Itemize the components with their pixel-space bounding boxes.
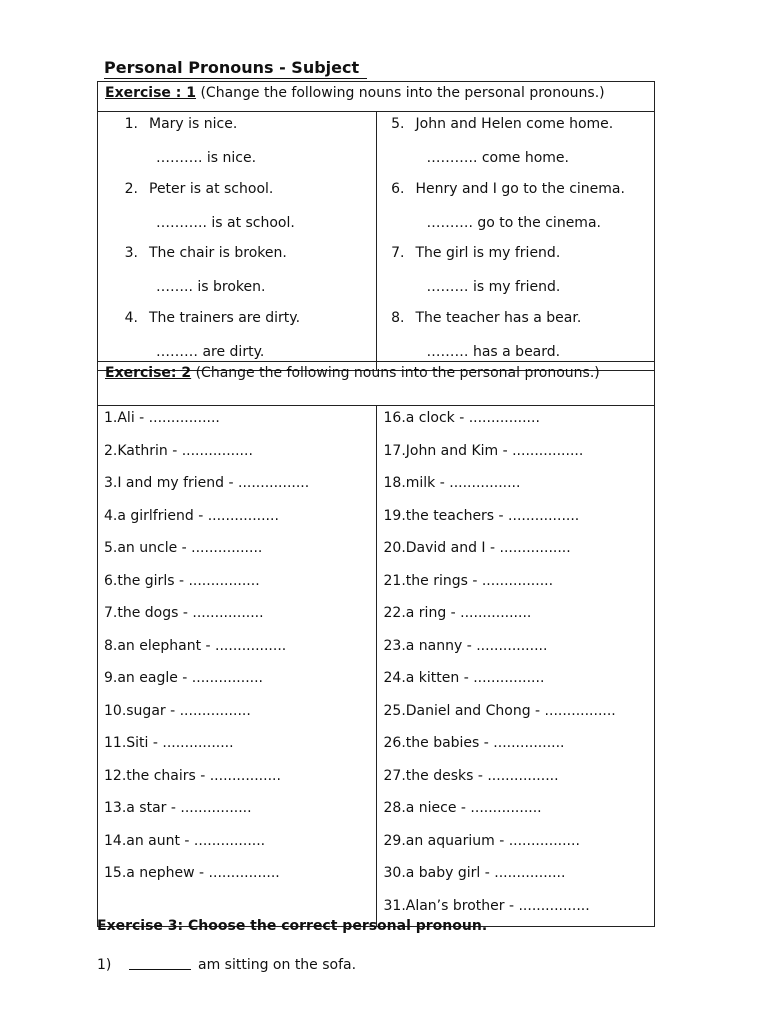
exercise-1-item [377,112,655,177]
item-answer-line: ……… has a beard. [426,343,561,360]
item-answer-line: ………. is nice. [156,150,257,166]
exercise-2-item: 23.a nanny - ................ [383,637,548,654]
exercise-3-question [97,956,356,974]
item-answer-line: ……… are dirty. [156,343,265,360]
exercise-2-item: 6.the girls - ................ [104,572,260,589]
exercise-2-item: 16.a clock - ................ [383,410,540,426]
item-number: 1. [124,116,138,132]
answer-blank[interactable] [129,956,191,970]
item-sentence: The teacher has a bear. [415,309,582,326]
exercise-2-left-column [98,406,377,927]
item-number: 6. [391,180,405,197]
exercise-1-label: Exercise : 1 [105,85,197,101]
item-sentence: John and Helen come home. [415,116,614,132]
exercise-1-item [98,177,376,242]
exercise-2-item: 5.an uncle - ................ [104,540,263,556]
item-sentence: Henry and I go to the cinema. [415,180,625,197]
exercise-2-item: 28.a niece - ................ [383,800,542,816]
item-number: 7. [391,245,405,261]
exercise-2-item: 17.John and Kim - ................ [383,442,584,459]
item-number: 8. [391,309,405,326]
item-answer-line: ……….. come home. [426,150,569,166]
exercise-1-item [377,177,655,242]
exercise-2-item: 31.Alan’s brother - ................ [383,897,590,914]
exercise-2-item: 15.a nephew - ................ [104,865,280,881]
page-title: Personal Pronouns - Subject [104,58,367,79]
exercise-2-item: 30.a baby girl - ................ [383,865,566,881]
item-answer-line: …….. is broken. [156,279,266,295]
item-sentence: The girl is my friend. [415,245,561,261]
exercise-2-table [97,361,655,927]
item-sentence: Mary is nice. [149,116,238,132]
exercise-1-header [98,82,655,112]
exercise-2-item: 8.an elephant - ................ [104,637,287,654]
exercise-2-item: 22.a ring - ................ [383,605,532,621]
exercise-1-left-column [98,112,377,371]
exercise-2-item: 27.the desks - ................ [383,767,559,784]
exercise-1-table [97,81,655,371]
exercise-2-item: 19.the teachers - ................ [383,507,580,524]
exercise-2-item: 25.Daniel and Chong - ................ [383,702,616,719]
item-sentence: The trainers are dirty. [149,309,301,326]
exercise-3-heading: Exercise 3: Choose the correct personal pronoun. [97,918,488,934]
item-answer-line: ………. go to the cinema. [426,214,601,231]
exercise-2-item: 11.Siti - ................ [104,735,234,751]
exercise-2-right-column [376,406,655,927]
item-answer-line: ……….. is at school. [156,214,295,231]
exercise-2-item: 1.Ali - ................ [104,410,220,426]
item-number: 4. [124,309,138,326]
question-text: am sitting on the sofa. [198,957,357,973]
exercise-2-item: 13.a star - ................ [104,800,252,816]
exercise-2-item: 4.a girlfriend - ................ [104,507,279,524]
exercise-2-label: Exercise: 2 [105,365,192,381]
exercise-2-item: 29.an aquarium - ................ [383,832,580,849]
question-number: 1) [97,957,112,973]
exercise-1-item [98,241,376,306]
exercise-2-item: 2.Kathrin - ................ [104,442,253,459]
exercise-2-header [98,362,655,406]
exercise-2-item: 3.I and my friend - ................ [104,475,310,491]
exercise-2-item: 21.the rings - ................ [383,572,554,589]
exercise-2-item: 24.a kitten - ................ [383,670,545,686]
item-number: 3. [124,245,138,261]
item-number: 2. [124,180,138,197]
item-number: 5. [391,116,405,132]
exercise-2-item: 10.sugar - ................ [104,702,251,719]
exercise-2-item: 7.the dogs - ................ [104,605,264,621]
exercise-2-item: 12.the chairs - ................ [104,767,281,784]
item-sentence: Peter is at school. [149,180,274,197]
exercise-1-instruction: (Change the following nouns into the personal pronouns.) [200,85,605,101]
item-answer-line: ……… is my friend. [426,279,561,295]
item-sentence: The chair is broken. [149,245,287,261]
exercise-1-item [98,112,376,177]
exercise-2-item: 14.an aunt - ................ [104,832,266,849]
exercise-2-item: 9.an eagle - ................ [104,670,263,686]
exercise-2-item: 26.the babies - ................ [383,735,565,751]
exercise-2-instruction: (Change the following nouns into the personal pronouns.) [195,365,600,381]
exercise-2-item: 20.David and I - ................ [383,540,571,556]
exercise-1-right-column [376,112,655,371]
exercise-2-item: 18.milk - ................ [383,475,521,491]
exercise-1-item [377,241,655,306]
